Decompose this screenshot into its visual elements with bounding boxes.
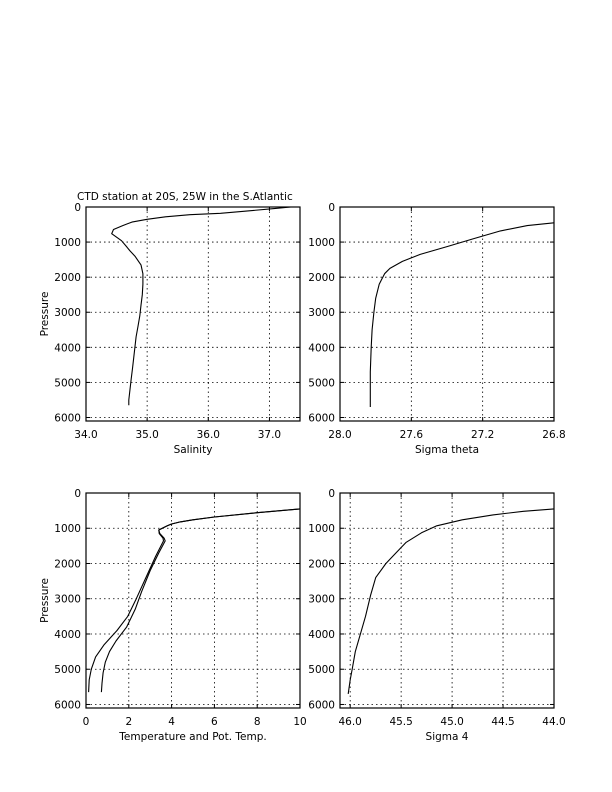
y-tick-label: 6000 xyxy=(308,412,335,425)
x-axis-label: Sigma theta xyxy=(414,444,480,456)
x-axis-label: Temperature and Pot. Temp. xyxy=(119,731,267,743)
x-tick-label: 45.0 xyxy=(440,716,464,728)
y-tick-label: 1000 xyxy=(54,523,81,536)
x-tick-label: 6 xyxy=(211,716,218,728)
x-tick-label: 26.8 xyxy=(542,429,566,441)
y-tick-label: 6000 xyxy=(54,699,81,712)
y-tick-label: 0 xyxy=(74,202,81,214)
x-tick-label: 27.6 xyxy=(399,429,424,441)
plot-frame xyxy=(86,207,300,421)
y-tick-label: 4000 xyxy=(54,342,81,355)
panel-sigma-theta xyxy=(308,202,565,456)
y-axis-label: Pressure xyxy=(39,578,51,623)
y-tick-label: 6000 xyxy=(54,412,81,425)
x-tick-label: 27.2 xyxy=(470,429,495,441)
y-axis-label: Pressure xyxy=(39,291,51,337)
x-tick-label: 34.0 xyxy=(74,429,98,441)
x-tick-label: 44.5 xyxy=(491,716,515,728)
y-tick-label: 5000 xyxy=(54,664,81,677)
plot-frame xyxy=(340,493,554,708)
y-tick-label: 4000 xyxy=(54,628,81,641)
series-line-1 xyxy=(370,223,554,407)
y-tick-label: 2000 xyxy=(54,558,81,571)
x-tick-label: 4 xyxy=(168,716,175,728)
y-tick-label: 1000 xyxy=(308,523,335,536)
x-tick-label: 36.0 xyxy=(196,429,220,441)
y-tick-label: 5000 xyxy=(308,377,335,390)
y-tick-label: 6000 xyxy=(308,699,335,712)
x-axis-label: Sigma 4 xyxy=(425,731,469,743)
y-tick-label: 1000 xyxy=(54,237,81,250)
y-tick-label: 3000 xyxy=(308,307,335,320)
series-line-1 xyxy=(101,509,300,692)
x-tick-label: 0 xyxy=(82,716,90,728)
y-tick-label: 5000 xyxy=(54,377,81,390)
y-tick-label: 1000 xyxy=(308,237,335,250)
x-axis-label: Salinity xyxy=(173,444,213,456)
y-tick-label: 2000 xyxy=(308,272,335,285)
y-tick-label: 4000 xyxy=(308,628,335,641)
y-tick-label: 0 xyxy=(328,488,335,500)
plot-frame xyxy=(86,493,300,708)
x-tick-label: 45.5 xyxy=(389,716,413,728)
x-tick-label: 10 xyxy=(293,716,307,728)
panel-salinity xyxy=(39,202,300,456)
y-tick-label: 3000 xyxy=(54,307,81,320)
y-tick-label: 5000 xyxy=(308,664,335,677)
panel-temperature xyxy=(39,488,307,743)
x-tick-label: 46.0 xyxy=(338,716,362,728)
x-tick-label: 2 xyxy=(125,716,133,728)
x-tick-label: 8 xyxy=(253,716,261,728)
y-tick-label: 2000 xyxy=(54,272,81,285)
y-tick-label: 4000 xyxy=(308,342,335,355)
series-line-2 xyxy=(89,509,300,692)
series-line-1 xyxy=(112,207,291,405)
x-tick-label: 37.0 xyxy=(257,429,282,441)
y-tick-label: 3000 xyxy=(54,593,81,606)
series-line-1 xyxy=(348,509,554,694)
y-tick-label: 3000 xyxy=(308,593,335,606)
y-tick-label: 0 xyxy=(328,202,335,214)
x-tick-label: 44.0 xyxy=(542,716,566,728)
figure-title: CTD station at 20S, 25W in the S.Atlantic xyxy=(77,191,293,203)
x-tick-label: 28.0 xyxy=(328,429,352,441)
y-tick-label: 0 xyxy=(74,488,81,500)
x-tick-label: 35.0 xyxy=(135,429,159,441)
plot-frame xyxy=(340,207,554,421)
panel-sigma-4 xyxy=(308,488,565,743)
y-tick-label: 2000 xyxy=(308,558,335,571)
